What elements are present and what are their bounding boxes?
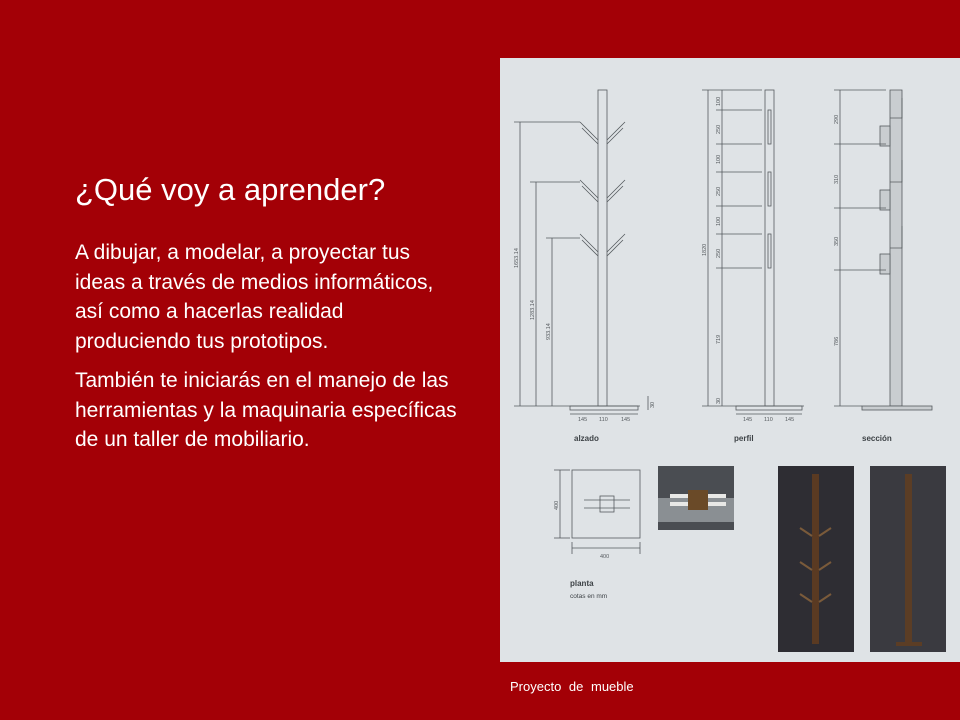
plan-dim-width: 400 — [600, 554, 610, 560]
photo-connector-detail — [658, 466, 734, 530]
section-view — [834, 90, 932, 410]
front-dim-foot: 30 — [650, 401, 656, 408]
profile-dim-total: 1820 — [702, 243, 708, 256]
front-dim-height-1: 1653.14 — [514, 248, 520, 268]
profile-dim-seg-1: 100 — [716, 96, 722, 106]
section-dim-seg-2: 310 — [834, 174, 840, 184]
image-caption: Proyecto de mueble — [510, 679, 634, 694]
label-units: cotas en mm — [570, 593, 608, 600]
profile-dim-seg-8: 30 — [716, 397, 722, 404]
bullet-paragraph-2: También te iniciarás en el manejo de las herramientas y la maquinaria específicas de un taller de mobiliario. — [75, 369, 457, 451]
furniture-drawing-sheet — [500, 58, 960, 662]
label-front-view: alzado — [574, 434, 599, 443]
section-dim-seg-3: 350 — [834, 236, 840, 246]
profile-dim-seg-7: 719 — [716, 334, 722, 344]
profile-dim-base-1: 145 — [743, 417, 753, 423]
photo-coat-rack-front — [870, 466, 946, 652]
plan-view — [554, 470, 640, 554]
front-dim-base-3: 145 — [621, 417, 631, 423]
label-section-view: sección — [862, 434, 892, 443]
plan-dim-depth: 400 — [554, 500, 560, 510]
slide-title: ¿Qué voy a aprender? — [75, 172, 386, 207]
profile-dim-seg-6: 250 — [716, 248, 722, 258]
profile-dim-base-2: 110 — [764, 417, 773, 423]
technical-drawing — [500, 58, 960, 662]
bullet-paragraph-1: A dibujar, a modelar, a proyectar tus ideas a través de medios informáticos, así como a hacerlas realidad produciendo tus prototipos. — [75, 241, 434, 353]
label-plan-view: planta — [570, 579, 594, 588]
label-profile-view: perfil — [734, 434, 754, 443]
bullet-list — [75, 238, 460, 465]
section-dim-seg-4: 786 — [834, 336, 840, 346]
front-dim-height-2: 1283.14 — [530, 300, 536, 320]
photo-coat-rack-angle — [778, 466, 854, 652]
section-dim-seg-1: 290 — [834, 114, 840, 124]
profile-dim-base-3: 145 — [785, 417, 795, 423]
profile-dim-seg-5: 100 — [716, 216, 722, 226]
front-view — [514, 90, 648, 414]
front-dim-height-3: 933.14 — [546, 323, 552, 340]
front-dim-base-1: 145 — [578, 417, 588, 423]
profile-dim-seg-3: 100 — [716, 154, 722, 164]
front-dim-base-2: 110 — [599, 417, 608, 423]
profile-dim-seg-4: 250 — [716, 186, 722, 196]
profile-dim-seg-2: 250 — [716, 124, 722, 134]
